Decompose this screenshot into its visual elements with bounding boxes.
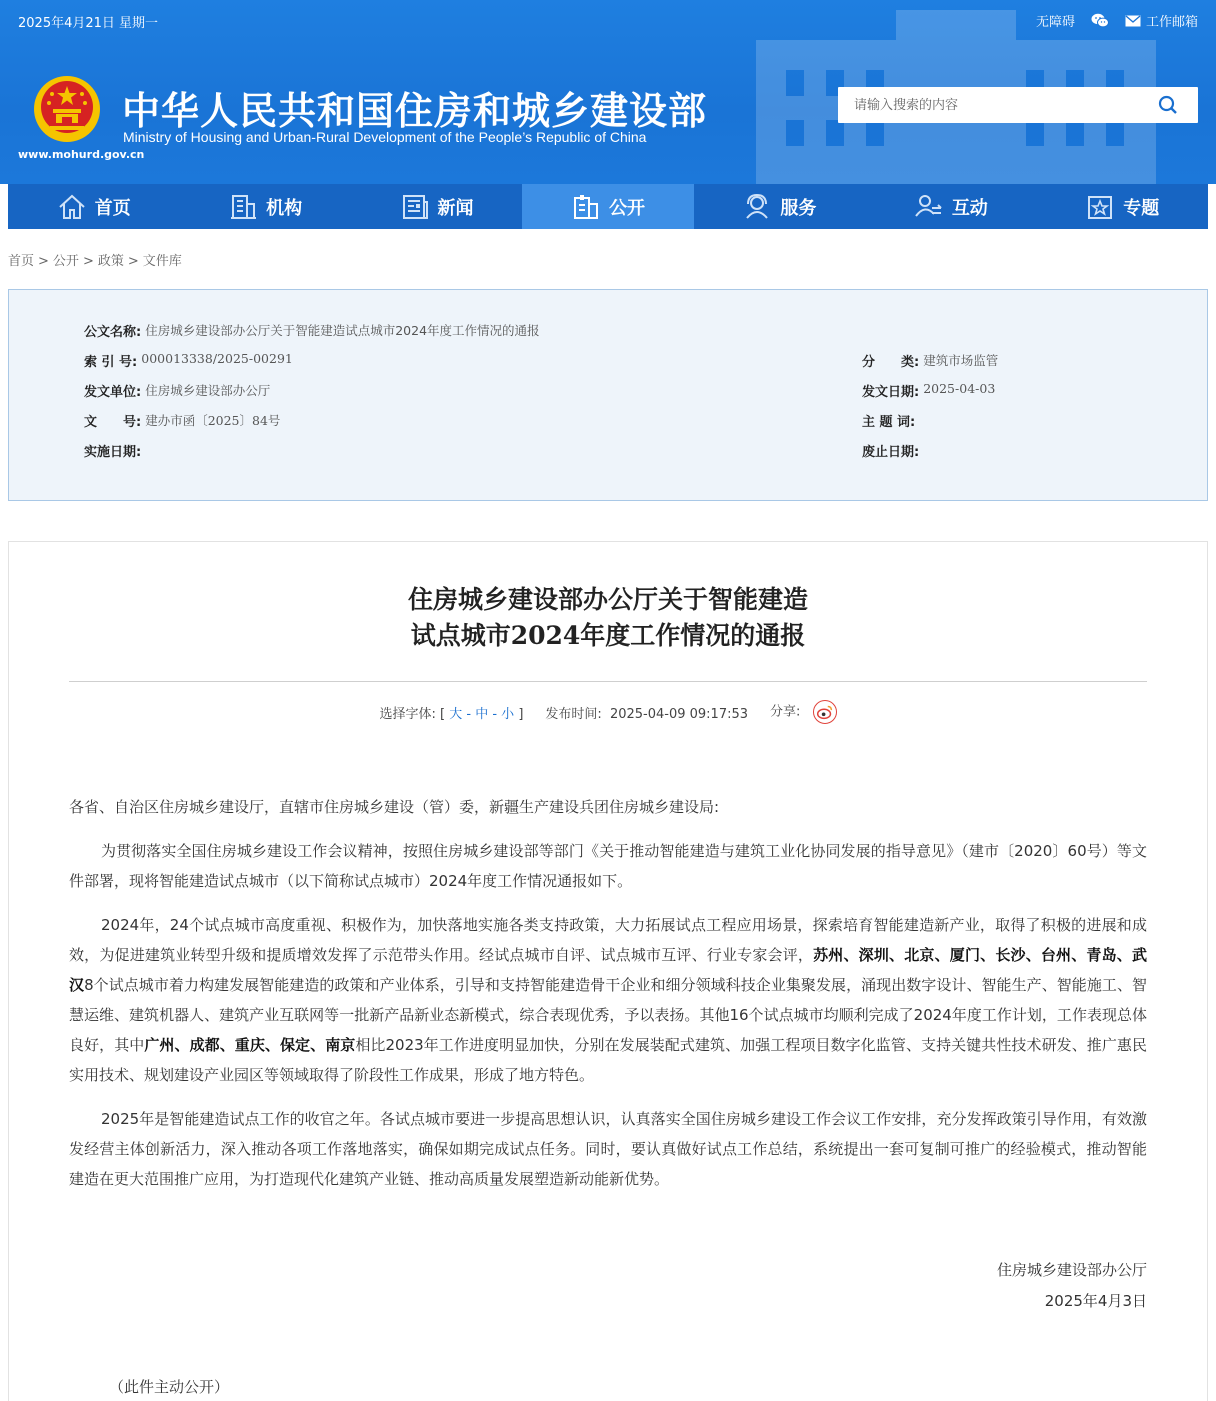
meta-name-label: 公文名称: bbox=[84, 325, 142, 340]
search-box bbox=[838, 87, 1198, 123]
font-size-selector bbox=[379, 703, 523, 722]
nav-org-label: 机构 bbox=[266, 197, 303, 219]
accessibility-label: 无障碍 bbox=[1035, 15, 1075, 30]
font-small-button[interactable]: 小 bbox=[501, 706, 515, 722]
paragraph-3: 2025年是智能建造试点工作的收官之年。各试点城市要进一步提高思想认识，认真落实全国住房城乡建设工作会议工作安排，充分发挥政策引导作用，有效激发经营主体创新活力，深入推动各项工作落地落实，确保如期完成试点任务。同时，要认真做好试点工作总结，系统提出一套可复制可推广的经验模式，推动智能建造在更大范围推广应用，为打造现代化建筑产业链、推动高质量发展塑造新动能新优势。 bbox=[69, 1110, 1147, 1188]
font-bracket-open: [ bbox=[439, 706, 446, 722]
breadcrumb-library[interactable]: 文件库 bbox=[142, 254, 182, 269]
accessibility-link[interactable] bbox=[1036, 11, 1075, 30]
meta-docno-value: 建办市函〔2025〕84号 bbox=[145, 413, 281, 428]
meta-index-label: 索 引 号: bbox=[84, 355, 138, 370]
article-title bbox=[9, 582, 1207, 654]
title-divider bbox=[69, 681, 1147, 682]
site-url: www.mohurd.gov.cn bbox=[18, 148, 145, 161]
meta-keywords-label: 主 题 词: bbox=[862, 415, 916, 430]
service-icon bbox=[742, 192, 772, 222]
nav-home-label: 首页 bbox=[94, 197, 131, 219]
nav-service-label: 服务 bbox=[780, 197, 817, 219]
article-body bbox=[69, 792, 1147, 1208]
news-icon bbox=[400, 192, 430, 222]
meta-keywords-row bbox=[862, 411, 919, 430]
meta-issuer-row bbox=[84, 381, 270, 400]
public-note: （此件主动公开） bbox=[109, 1378, 230, 1396]
open-icon bbox=[571, 192, 601, 222]
nav-news[interactable] bbox=[351, 184, 522, 229]
wechat-icon bbox=[1091, 13, 1109, 28]
meta-issuer-value: 住房城乡建设部办公厅 bbox=[145, 383, 271, 398]
nav-topic-label: 专题 bbox=[1123, 197, 1160, 219]
share-label: 分享: bbox=[770, 704, 801, 720]
nav-service[interactable] bbox=[694, 184, 865, 229]
current-date: 2025年4月21日 星期一 bbox=[18, 16, 159, 31]
national-emblem-icon[interactable] bbox=[32, 74, 102, 144]
search-input[interactable] bbox=[838, 87, 1148, 123]
meta-effective-label: 实施日期: bbox=[84, 445, 142, 460]
publish-time bbox=[545, 703, 748, 722]
font-large-button[interactable]: 大 bbox=[449, 706, 463, 722]
meta-docno-row bbox=[84, 411, 280, 430]
site-title[interactable]: 中华人民共和国住房和城乡建设部 bbox=[122, 89, 708, 133]
meta-category-row bbox=[862, 351, 998, 370]
mail-link[interactable] bbox=[1125, 11, 1198, 30]
interact-icon bbox=[914, 192, 944, 222]
meta-date-value: 2025-04-03 bbox=[923, 381, 996, 396]
meta-effective-row bbox=[84, 441, 145, 460]
document-meta-box bbox=[8, 289, 1208, 501]
nav-open-label: 公开 bbox=[608, 197, 645, 219]
meta-index-value: 000013338/2025-00291 bbox=[141, 351, 293, 366]
weibo-share-icon[interactable] bbox=[813, 700, 837, 724]
p2-part-c: 8个试点城市着力构建发展智能建造的政策和产业体系，引导和支持智能建造骨干企业和细分领域科技企业集聚发展，涌现出数字设计、智能生产、智能施工、智慧运维、建筑机器人、建筑产业互联网等一批新产品新业态新模式，综合表现优秀，予以表扬。其他16个试点城市均顺利完成了2024年度工作计划，工作表现总体良好，其中 bbox=[69, 976, 1147, 1054]
breadcrumb-home[interactable]: 首页 bbox=[8, 254, 35, 269]
meta-expire-row bbox=[862, 441, 923, 460]
breadcrumb-open[interactable]: 公开 bbox=[52, 254, 79, 269]
meta-name-value: 住房城乡建设部办公厅关于智能建造试点城市2024年度工作情况的通报 bbox=[145, 323, 540, 338]
meta-expire-label: 废止日期: bbox=[862, 445, 920, 460]
top-bar bbox=[0, 0, 1216, 40]
site-header bbox=[0, 0, 1216, 184]
signature-block bbox=[997, 1255, 1147, 1317]
breadcrumb-policy[interactable]: 政策 bbox=[97, 254, 124, 269]
nav-interact-label: 互动 bbox=[951, 197, 988, 219]
nav-open[interactable] bbox=[522, 184, 693, 229]
publish-time-value: 2025-04-09 09:17:53 bbox=[609, 706, 749, 722]
meta-issuer-label: 发文单位: bbox=[84, 385, 142, 400]
font-medium-button[interactable]: 中 bbox=[475, 706, 489, 722]
nav-org[interactable] bbox=[179, 184, 350, 229]
p2-excellent-cities: 苏州、深圳、北京、厦门、长沙、台州、青岛、武汉 bbox=[69, 946, 1147, 994]
nav-home[interactable] bbox=[8, 184, 179, 229]
share-area bbox=[770, 700, 837, 724]
article-title-line2: 试点城市2024年度工作情况的通报 bbox=[410, 621, 806, 650]
paragraph-2 bbox=[69, 910, 1147, 1090]
building-icon bbox=[228, 192, 258, 222]
signature-date: 2025年4月3日 bbox=[1044, 1292, 1147, 1310]
mail-icon bbox=[1125, 15, 1141, 27]
font-dash-2: - bbox=[488, 706, 502, 722]
meta-date-row bbox=[862, 381, 995, 400]
meta-index-row bbox=[84, 351, 293, 370]
font-size-label: 选择字体: bbox=[379, 706, 436, 722]
site-title-english: Ministry of Housing and Urban-Rural Development of the People’s Republic of China bbox=[123, 129, 647, 145]
font-dash-1: - bbox=[462, 706, 476, 722]
meta-category-label: 分 类: bbox=[862, 355, 920, 370]
nav-news-label: 新闻 bbox=[437, 197, 474, 219]
salutation: 各省、自治区住房城乡建设厅，直辖市住房城乡建设（管）委，新疆生产建设兵团住房城乡建设局: bbox=[69, 798, 720, 816]
p2-part-e: 相比2023年工作进度明显加快，分别在发展装配式建筑、加强工程项目数字化监管、支持关键共性技术研发、推广惠民实用技术、规划建设产业园区等领域取得了阶段性工作成果，形成了地方特色。 bbox=[69, 1036, 1147, 1084]
article-info-bar bbox=[9, 700, 1207, 724]
topic-icon bbox=[1085, 192, 1115, 222]
signature-org: 住房城乡建设部办公厅 bbox=[996, 1261, 1147, 1279]
meta-date-label: 发文日期: bbox=[862, 385, 920, 400]
paragraph-1: 为贯彻落实全国住房城乡建设工作会议精神，按照住房城乡建设部等部门《关于推动智能建造与建筑工业化协同发展的指导意见》（建市〔2020〕60号）等文件部署，现将智能建造试点城市（以下简称试点城市）2024年度工作情况通报如下。 bbox=[69, 842, 1147, 890]
breadcrumb: 首页 > 公开 > 政策 > 文件库 bbox=[8, 254, 182, 269]
p2-part-a: 2024年，24个试点城市高度重视、积极作为，加快落地实施各类支持政策，大力拓展试点工程应用场景，探索培育智能建造新产业，取得了积极的进展和成效，为促进建筑业转型升级和提质增效发挥了示范带头作用。经试点城市自评、试点城市互评、行业专家会评， bbox=[69, 916, 1147, 964]
meta-category-value: 建筑市场监管 bbox=[923, 353, 999, 368]
wechat-link[interactable] bbox=[1091, 13, 1109, 28]
home-icon bbox=[57, 192, 87, 222]
mail-label: 工作邮箱 bbox=[1145, 15, 1198, 30]
search-icon[interactable] bbox=[1158, 95, 1178, 115]
article-container bbox=[8, 541, 1208, 1401]
article-title-line1: 住房城乡建设部办公厅关于智能建造 bbox=[407, 585, 808, 614]
meta-name-row bbox=[84, 321, 540, 340]
publish-time-label: 发布时间: bbox=[545, 706, 602, 722]
nav-topic[interactable] bbox=[1037, 184, 1208, 229]
nav-interact[interactable] bbox=[865, 184, 1036, 229]
meta-docno-label: 文 号: bbox=[84, 415, 142, 430]
font-bracket-close: ] bbox=[518, 706, 524, 722]
p2-improved-cities: 广州、成都、重庆、保定、南京 bbox=[144, 1036, 356, 1054]
main-nav bbox=[8, 184, 1208, 229]
